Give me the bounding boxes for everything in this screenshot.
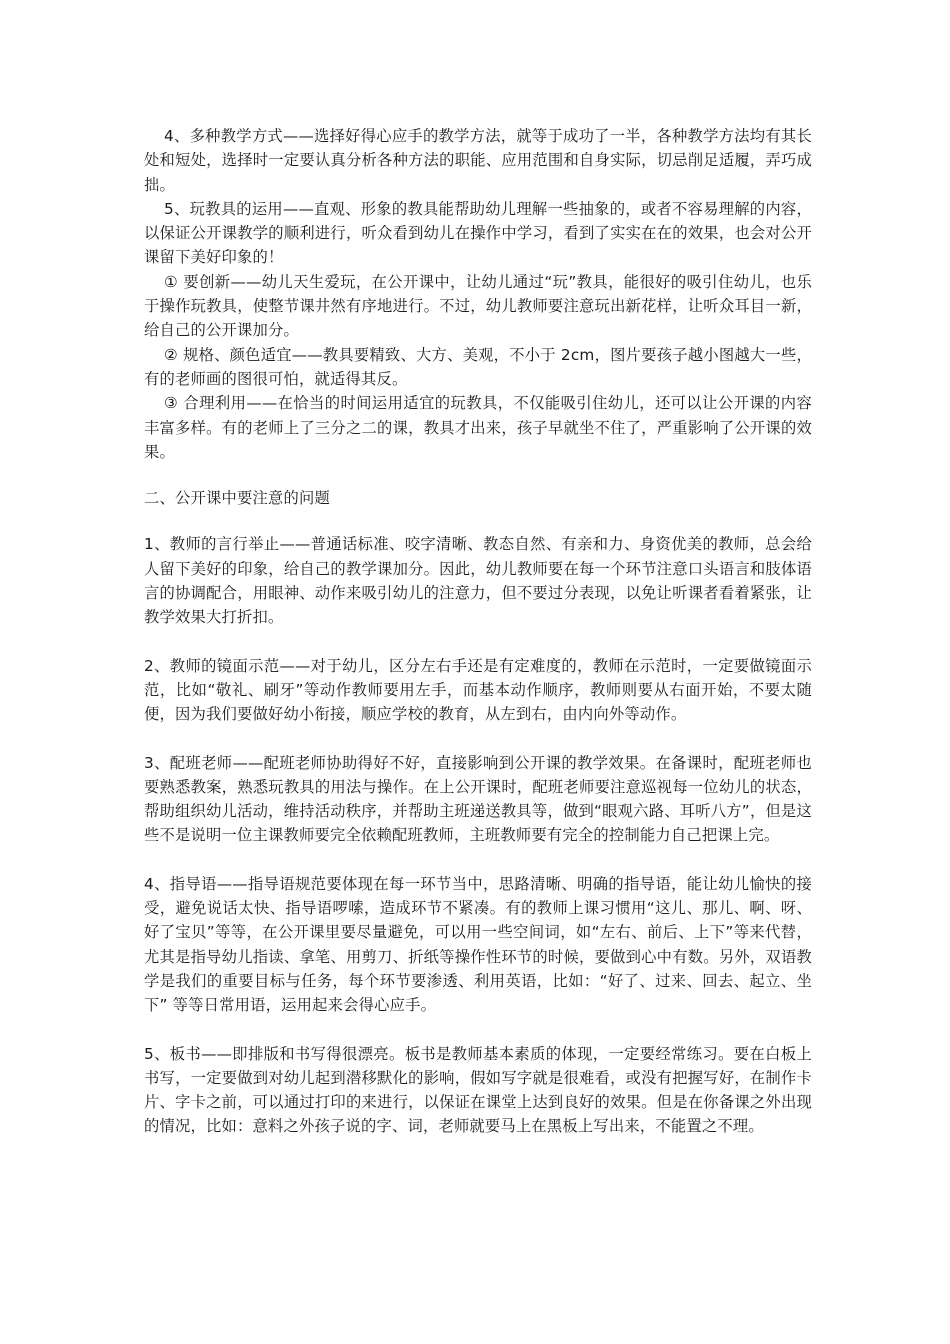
paragraph-reasonable-use: ③ 合理利用——在恰当的时间运用适宜的玩教具，不仅能吸引住幼儿，还可以让公开课的内容丰富多样。有的老师上了三分之二的课，教具才出来，孩子早就坐不住了，严重影响了公开课的效果。 bbox=[144, 394, 812, 461]
paragraph-mirror-demo: 2、教师的镜面示范——对于幼儿，区分左右手还是有定难度的，教师在示范时，一定要做镜面示范，比如“敬礼、刷牙”等动作教师要用左手，而基本动作顺序，教师则要从右面开始，不要太随便，因为我们要做好幼小衔接，顺应学校的教育，从左到右，由内向外等动作。 bbox=[144, 656, 812, 724]
paragraph-teaching-aids: 5、玩教具的运用——直观、形象的教具能帮助幼儿理解一些抽象的，或者不容易理解的内容，以保证公开课教学的顺利进行，听众看到幼儿在操作中学习，看到了实实在在的效果，也会对公开课留下美好印象的！ bbox=[144, 199, 812, 267]
paragraph-blackboard: 5、板书——即排版和书写得很漂亮。板书是教师基本素质的体现，一定要经常练习。要在白板上书写，一定要做到对幼儿起到潜移默化的影响，假如写字就是很难看，或没有把握写好，在制作卡片、字卡之前，可以通过打印的来进行，以保证在课堂上达到良好的效果。但是在你备课之外出现的情况，比如：意料之外孩子说的字、词，老师就要马上在黑板上写出来，不能置之不理。 bbox=[144, 1044, 812, 1136]
paragraph-innovation: ① 要创新——幼儿天生爱玩，在公开课中，让幼儿通过“玩”教具，能很好的吸引住幼儿，也乐于操作玩教具，使整节课井然有序地进行。不过，幼儿教师要注意玩出新花样，让听众耳目一新，给自己的公开课加分。 bbox=[144, 272, 812, 340]
paragraph-teaching-methods: 4、多种教学方式——选择好得心应手的教学方法，就等于成功了一半，各种教学方法均有其长处和短处，选择时一定要认真分析各种方法的职能、应用范围和自身实际，切忌削足适履，弄巧成拙。 bbox=[144, 127, 812, 194]
document-page bbox=[144, 124, 812, 1139]
paragraph-teacher-conduct: 1、教师的言行举止——普通话标准、咬字清晰、教态自然、有亲和力、身资优美的教师，总会给人留下美好的印象，给自己的教学课加分。因此，幼儿教师要在每一个环节注意口头语言和肢体语言的协调配合，用眼神、动作来吸引幼儿的注意力，但不要过分表现，以免让听课者看着紧张，让教学效果大打折扣。 bbox=[144, 535, 812, 627]
paragraph-instruction-language: 4、指导语——指导语规范要体现在每一环节当中，思路清晰、明确的指导语，能让幼儿愉快的接受，避免说话太快、指导语啰嗦，造成环节不紧凑。有的教师上课习惯用“这儿、那儿、啊、呀、好了宝贝”等等，在公开课里要尽量避免，可以用一些空间词，如“左右、前后、上下”等来代替，尤其是指导幼儿指读、拿笔、用剪刀、折纸等操作性环节的时候，要做到心中有数。另外，双语教学是我们的重要目标与任务，每个环节要渗透、利用英语，比如：“好了、过来、回去、起立、坐下” 等等日常用语，运用起来会得心应手。 bbox=[144, 874, 812, 1015]
paragraph-size-color: ② 规格、颜色适宜——教具要精致、大方、美观，不小于 2cm，图片要孩子越小图越大一些，有的老师画的图很可怕，就适得其反。 bbox=[144, 345, 812, 388]
paragraph-assistant-teacher: 3、配班老师——配班老师协助得好不好，直接影响到公开课的教学效果。在备课时，配班老师也要熟悉教案，熟悉玩教具的用法与操作。在上公开课时，配班老师要注意巡视每一位幼儿的状态，帮助组织幼儿活动，维持活动秩序，并帮助主班递送教具等，做到“眼观六路、耳听八方”，但是这些不是说明一位主课教师要完全依赖配班教师，主班教师要有完全的控制能力自己把课上完。 bbox=[144, 753, 812, 845]
section-heading: 二、公开课中要注意的问题 bbox=[144, 489, 330, 508]
